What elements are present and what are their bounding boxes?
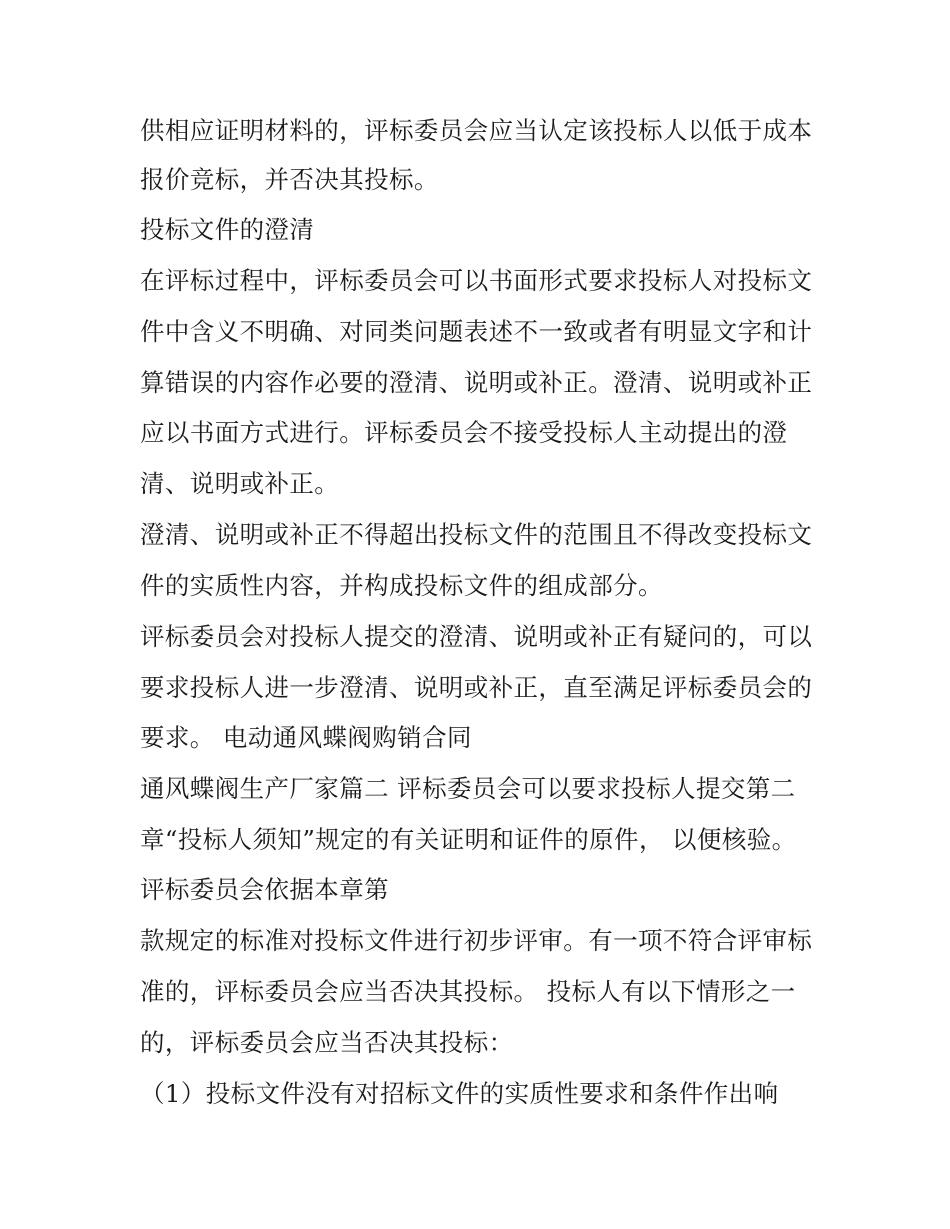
text-line: 报价竞标，并否决其投标。	[140, 165, 439, 194]
text-line: 供相应证明材料的，评标委员会应当认定该投标人以低于成本	[140, 116, 813, 145]
text-line: 在评标过程中，评标委员会可以书面形式要求投标人对投标文	[140, 266, 813, 295]
text-line: 的，评标委员会应当否决其投标：	[140, 1028, 514, 1057]
text-line: 评标委员会对投标人提交的澄清、说明或补正有疑问的，可以	[140, 622, 813, 651]
text-line: 应以书面方式进行。评标委员会不接受投标人主动提出的澄	[140, 418, 788, 447]
text-line: 要求。 电动通风蝶阀购销合同	[140, 723, 472, 752]
text-line: 要求投标人进一步澄清、说明或补正，直至满足评标委员会的	[140, 673, 813, 702]
text-line: 件中含义不明确、对同类问题表述不一致或者有明显文字和计	[140, 317, 813, 346]
list-item: （1）投标文件没有对招标文件的实质性要求和条件作出响	[140, 1079, 779, 1108]
text-line: 件的实质性内容，并构成投标文件的组成部分。	[140, 571, 663, 600]
section-heading: 投标文件的澄清	[140, 215, 315, 244]
text-line: 清、说明或补正。	[140, 469, 340, 498]
text-line: 澄清、说明或补正不得超出投标文件的范围且不得改变投标文	[140, 520, 813, 549]
text-line: 通风蝶阀生产厂家篇二 评标委员会可以要求投标人提交第二	[140, 774, 796, 803]
text-line: 算错误的内容作必要的澄清、说明或补正。澄清、说明或补正	[140, 368, 813, 397]
text-line: 评标委员会依据本章第	[140, 875, 389, 904]
text-line: 准的，评标委员会应当否决其投标。 投标人有以下情形之一	[140, 977, 796, 1006]
text-line: 章“投标人须知”规定的有关证明和证件的原件， 以便核验。	[140, 825, 797, 854]
text-line: 款规定的标准对投标文件进行初步评审。有一项不符合评审标	[140, 926, 813, 955]
